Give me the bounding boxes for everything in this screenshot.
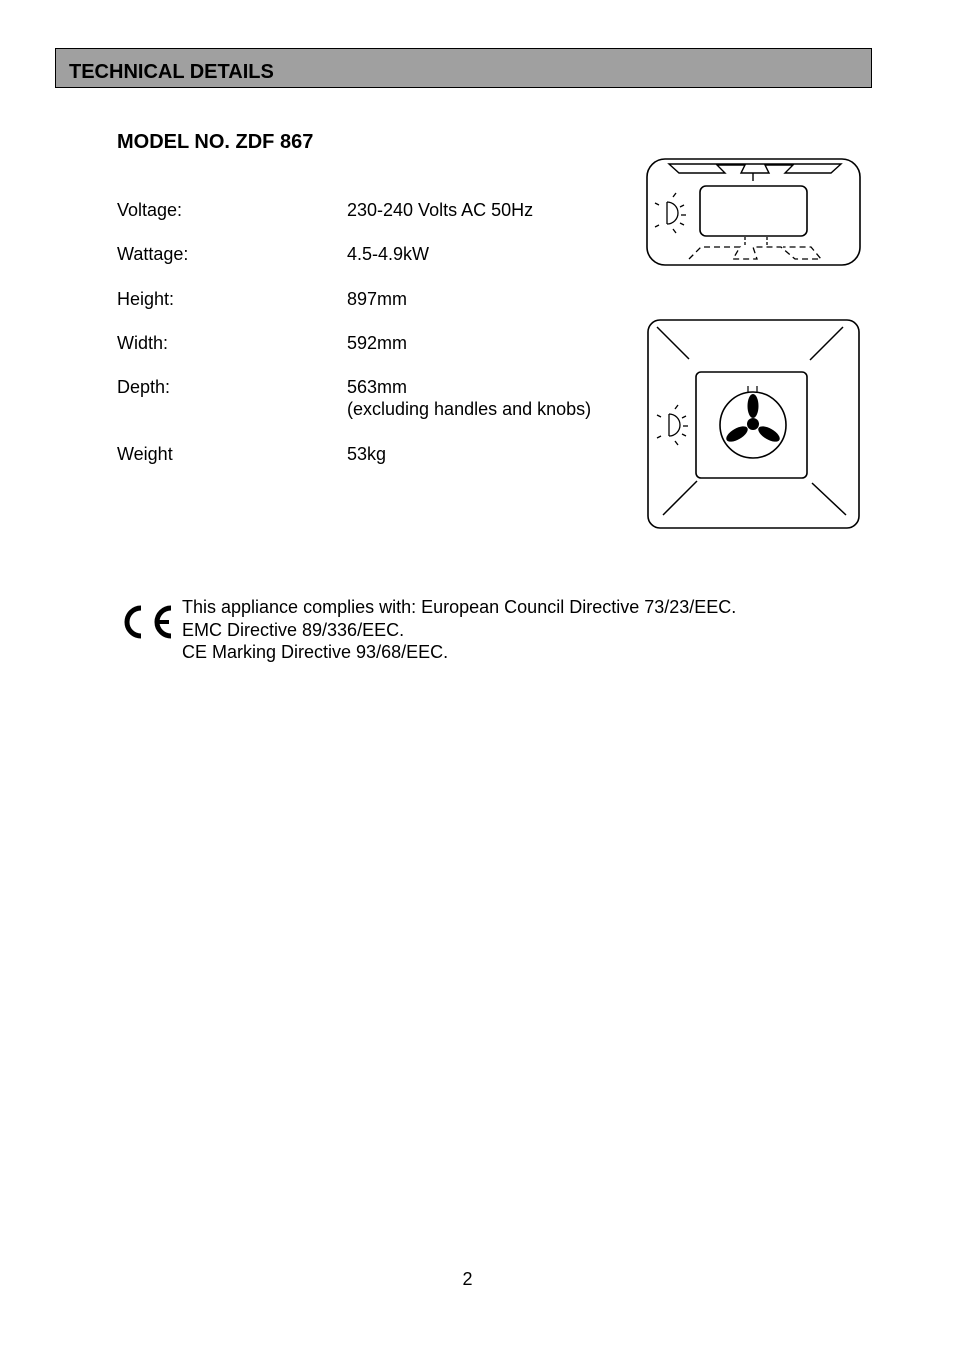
- light-icon: [657, 405, 688, 445]
- spec-value: 230-240 Volts AC 50Hz: [347, 200, 534, 220]
- fan-oven-diagram-icon: [645, 318, 863, 532]
- spec-value: 592mm: [347, 333, 408, 353]
- spec-label: Height:: [117, 289, 175, 309]
- spec-value: 53kg: [347, 444, 387, 464]
- section-header-bar: [55, 48, 872, 88]
- compliance-statement: [182, 596, 736, 664]
- light-icon: [655, 193, 686, 233]
- spec-value: 563mm: [347, 377, 408, 397]
- page-number: 2: [462, 1269, 473, 1289]
- top-oven-grill-diagram-icon: [645, 157, 863, 268]
- spec-label: Wattage:: [117, 244, 189, 264]
- model-title: MODEL NO. ZDF 867: [117, 131, 314, 153]
- spec-label: Depth:: [117, 377, 171, 397]
- compliance-line: EMC Directive 89/336/EEC.: [182, 619, 405, 640]
- spec-value: 4.5-4.9kW: [347, 244, 430, 264]
- spec-value-note: (excluding handles and knobs): [347, 399, 592, 419]
- spec-label: Voltage:: [117, 200, 183, 220]
- fan-icon: [724, 394, 782, 445]
- section-title: TECHNICAL DETAILS: [69, 61, 274, 83]
- compliance-line: CE Marking Directive 93/68/EEC.: [182, 642, 449, 662]
- spec-label: Weight: [117, 444, 173, 464]
- compliance-line: This appliance complies with: European Council Directive 73/23/EEC.: [182, 597, 737, 617]
- spec-label: Width:: [117, 333, 169, 353]
- ce-mark-icon: [121, 602, 175, 642]
- spec-value: 897mm: [347, 289, 408, 309]
